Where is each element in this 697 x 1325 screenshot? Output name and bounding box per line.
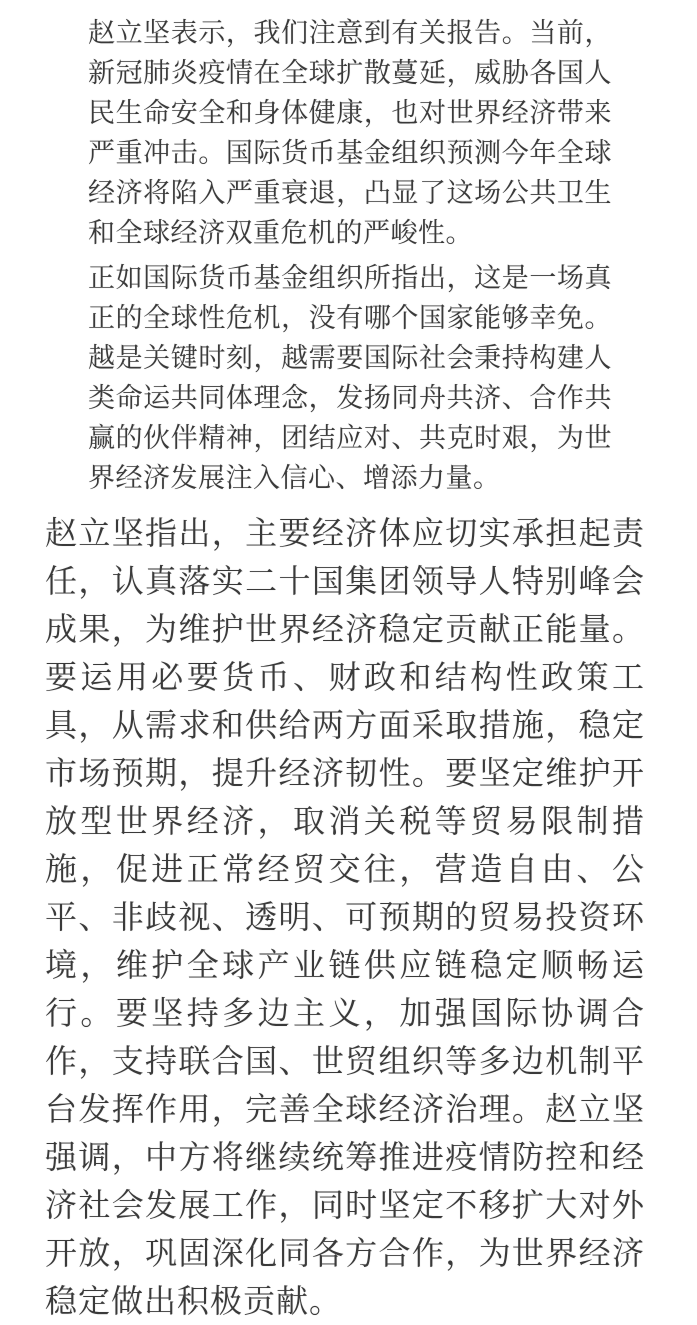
- body-paragraph-1: 赵立坚指出，主要经济体应切实承担起责任，认真落实二十国集团领导人特别峰会成果，为维护世界经济稳定贡献正能量。要运用必要货币、财政和结构性政策工具，从需求和供给两方面采取措施，稳定市场预期，提升经济韧性。要坚定维护开放型世界经济，取消关税等贸易限制措施，促进正常经贸交往，营造自由、公平、非歧视、透明、可预期的贸易投资环境，维护全球产业链供应链稳定顺畅运行。要坚持多边主义，加强国际协调合作，支持联合国、世贸组织等多边机制平台发挥作用，完善全球经济治理。赵立坚强调，中方将继续统筹推进疫情防控和经济社会发展工作，同时坚定不移扩大对外开放，巩固深化同各方合作，为世界经济稳定做出积极贡献。: [45, 515, 645, 1319]
- quote-paragraph-2: 正如国际货币基金组织所指出，这是一场真正的全球性危机，没有哪个国家能够幸免。越是关键时刻，越需要国际社会秉持构建人类命运共同体理念，发扬同舟共济、合作共赢的伙伴精神，团结应对、共克时艰，为世界经济发展注入信心、增添力量。: [88, 263, 612, 493]
- quoted-statement-block: [88, 13, 612, 498]
- body-text-block: [45, 509, 645, 1325]
- quote-paragraph-1: 赵立坚表示，我们注意到有关报告。当前，新冠肺炎疫情在全球扩散蔓延，威胁各国人民生命安全和身体健康，也对世界经济带来严重冲击。国际货币基金组织预测今年全球经济将陷入严重衰退，凸显了这场公共卫生和全球经济双重危机的严峻性。: [88, 18, 612, 248]
